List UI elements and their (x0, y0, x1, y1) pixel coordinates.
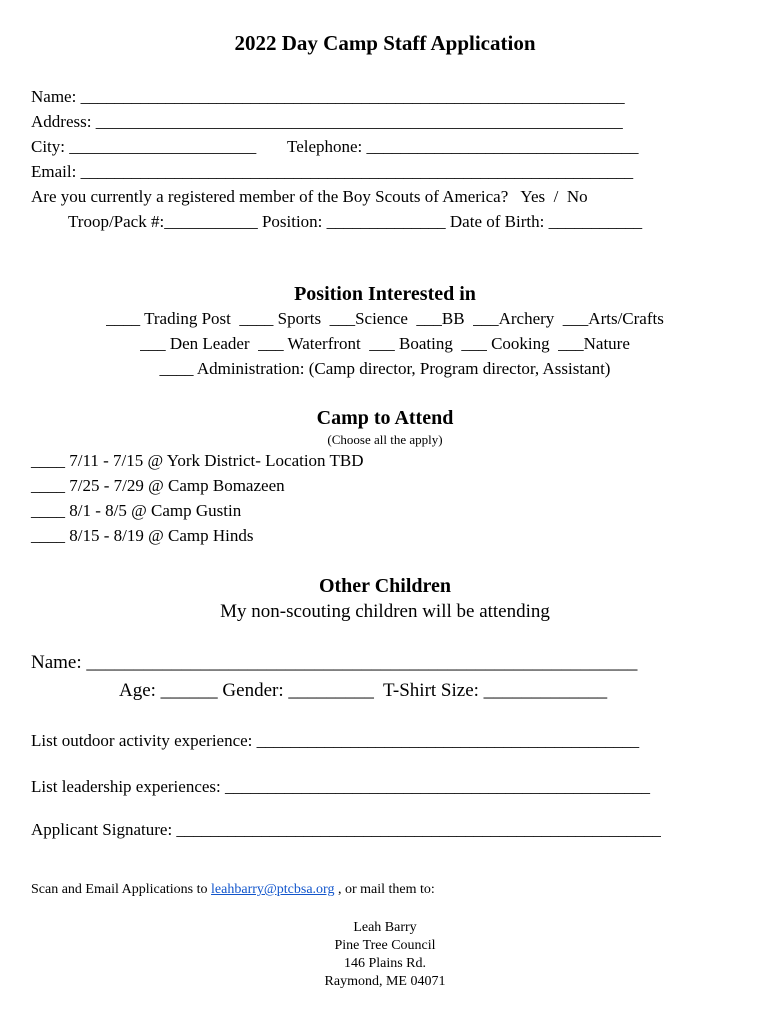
city-field[interactable]: City: ______________________ (31, 137, 257, 156)
troop-position-dob-fields[interactable]: Troop/Pack #:___________ Position: ______________ Date of Birth: ___________ (68, 212, 643, 231)
address-field[interactable]: Address: ______________________________________________________________ (31, 112, 623, 131)
positions-row-3[interactable]: ____ Administration: (Camp director, Program director, Assistant) (159, 359, 611, 378)
email-field[interactable]: Email: _________________________________________________________________ (31, 162, 634, 181)
camp-option-york[interactable]: ____ 7/11 - 7/15 @ York District- Location TBD (31, 451, 364, 470)
camp-option-hinds[interactable]: ____ 8/15 - 8/19 @ Camp Hinds (31, 526, 254, 545)
page-title: 2022 Day Camp Staff Application (234, 31, 536, 55)
positions-row-2[interactable]: ___ Den Leader ___ Waterfront ___ Boating ___ Cooking ___Nature (140, 334, 630, 353)
mailing-organization: Pine Tree Council (334, 938, 436, 953)
submission-suffix: , or mail them to: (334, 882, 435, 897)
child-details-fields[interactable]: Age: ______ Gender: _________ T-Shirt Size: _____________ (119, 680, 608, 701)
camp-option-bomazeen[interactable]: ____ 7/25 - 7/29 @ Camp Bomazeen (31, 476, 285, 495)
telephone-field[interactable]: Telephone: ________________________________ (287, 137, 639, 156)
children-heading: Other Children (318, 575, 452, 597)
positions-heading: Position Interested in (294, 283, 476, 305)
camps-subheading: (Choose all the apply) (327, 432, 443, 447)
leadership-experience-field[interactable]: List leadership experiences: __________________________________________________ (31, 777, 651, 796)
mailing-street: 146 Plains Rd. (343, 956, 427, 971)
submission-instructions (31, 883, 435, 897)
positions-row-1[interactable]: ____ Trading Post ____ Sports ___Science ___BB ___Archery ___Arts/Crafts (106, 309, 664, 328)
email-link[interactable]: leahbarry@ptcbsa.org (211, 882, 335, 897)
submission-prefix: Scan and Email Applications to (31, 882, 212, 897)
mailing-name: Leah Barry (353, 920, 417, 935)
children-subheading: My non-scouting children will be attending (220, 601, 550, 622)
camps-heading: Camp to Attend (316, 407, 454, 429)
camp-option-gustin[interactable]: ____ 8/1 - 8/5 @ Camp Gustin (31, 501, 242, 520)
outdoor-experience-field[interactable]: List outdoor activity experience: _____________________________________________ (31, 731, 640, 750)
mailing-city: Raymond, ME 04071 (324, 974, 446, 989)
child-name-field[interactable]: Name: __________________________________________________________ (31, 652, 638, 673)
bsa-member-question[interactable]: Are you currently a registered member of the Boy Scouts of America? Yes / No (31, 187, 588, 206)
signature-field[interactable]: Applicant Signature: _________________________________________________________ (31, 820, 661, 839)
name-field[interactable]: Name: ________________________________________________________________ (31, 87, 625, 106)
